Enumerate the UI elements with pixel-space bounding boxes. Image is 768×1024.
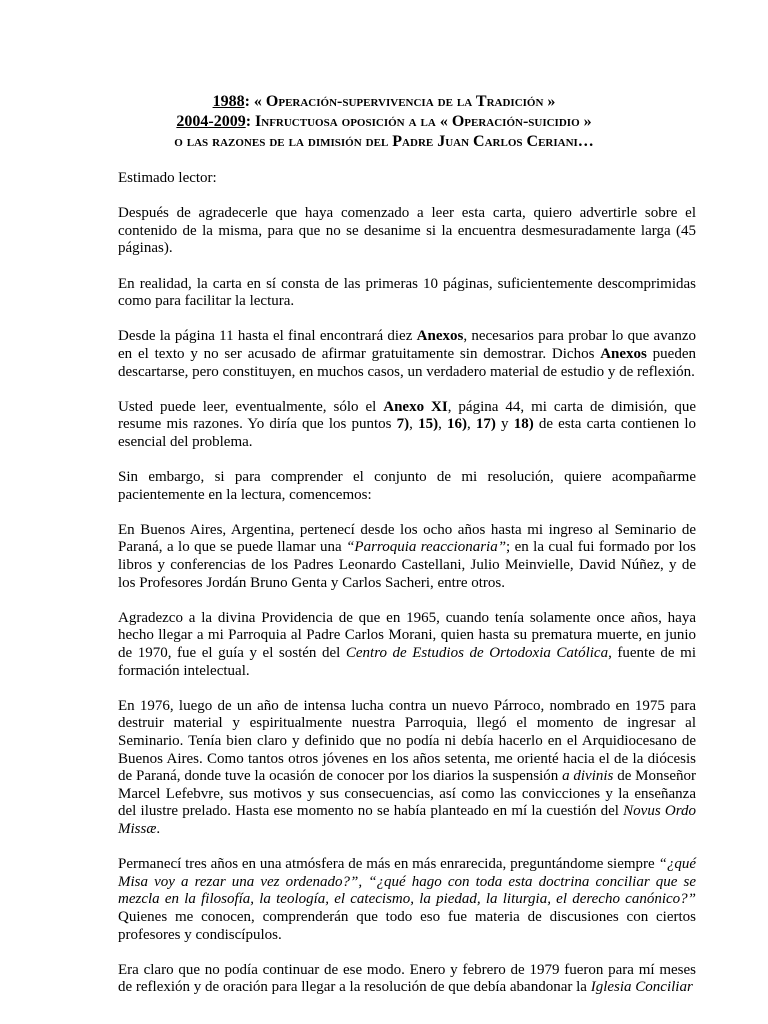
text-run: ; en la cual fui formado por los libros y conferencias de los Padres Leonardo Castellani, Julio Meinvielle, David Núñez, y de los Profesores Jordán Bruno Genta y Carlos Sacheri, entre otros. (118, 539, 696, 591)
text-run: de Monseñor Marcel Lefebvre, sus motivos y sus consecuencias, así como las convicciones y la enseñanza del ilustre prelado. Hasta ese momento no se había planteado en mí la cuestión del (118, 768, 696, 820)
italic-quote: “Parroquia reaccionaria” (346, 539, 507, 556)
bold-term: Anexos (416, 328, 464, 345)
point-number: 16) (446, 416, 467, 433)
paragraph-3 (118, 328, 696, 381)
text-run: Permanecí tres años en una atmósfera de más en más enrarecida, preguntándome siempre (118, 856, 659, 873)
point-number: 15) (418, 416, 439, 433)
point-number: 7) (396, 416, 410, 433)
title-year-1988: 1988 (212, 93, 245, 110)
paragraph-10 (118, 962, 696, 997)
italic-quote: “¿qué Misa voy a rezar una vez ordenado?”, “¿qué hago con toda esta doctrina conciliar que se mezcla en la filosofía, la teología, el catecismo, la piedad, la liturgia, el derecho canónico?” (118, 856, 696, 908)
paragraph-6 (118, 522, 696, 592)
paragraph-1: Después de agradecerle que haya comenzado a leer esta carta, quiero advertirle sobre el contenido de la misma, para que no se desanime si la encuentra desmesuradamente larga (45 páginas). (118, 205, 696, 257)
paragraph-5: Sin embargo, si para comprender el conjunto de mi resolución, quiere acompañarme pacientemente en la lectura, comencemos: (118, 469, 696, 503)
paragraph-9 (118, 856, 696, 944)
italic-term: a divinis (562, 768, 614, 785)
document-title (90, 92, 678, 152)
text-run: Era claro que no podía continuar de ese modo. Enero y febrero de 1979 fueron para mí meses de reflexión y de oración para llegar a la resolución de que debía abandonar la (118, 961, 696, 996)
title-text-2: Infructuosa oposición a la « Operación-suicidio » (255, 113, 592, 130)
text-run: de esta carta contienen lo esencial del problema. (118, 416, 697, 450)
text-run: pueden descartarse, pero constituyen, en muchos casos, un verdadero material de estudio y de reflexión. (118, 345, 696, 380)
title-years-2004-2009: 2004-2009 (176, 113, 246, 130)
text-run: En Buenos Aires, Argentina, pertenecí desde los ocho años hasta mi ingreso al Seminario de Paraná, a lo que se puede llamar una (118, 521, 696, 556)
title-separator: : (245, 113, 256, 130)
greeting: Estimado lector: (118, 170, 217, 186)
letter-body (118, 170, 696, 1015)
title-text-1: « Operación-supervivencia de la Tradición » (253, 93, 556, 110)
paragraph-4 (118, 399, 696, 452)
point-number: 18) (513, 416, 534, 433)
point-number: 17) (475, 416, 496, 433)
bold-term: Anexos (600, 345, 647, 362)
text-run: , página 44, mi carta de dimisión, que resume mis razones. Yo diría que los puntos (118, 398, 696, 433)
text-run: , fuente de mi formación intelectual. (118, 645, 696, 679)
text-run: Desde la página 11 hasta el final encontrará diez (118, 328, 417, 345)
text-run: , (466, 416, 476, 433)
text-run: , (409, 416, 419, 433)
paragraph-8 (118, 698, 696, 839)
text-run: , necesarios para probar lo que avanzo en el texto y no ser acusado de afirmar gratuitamente sin demostrar. Dichos (118, 328, 696, 362)
text-run: . (156, 820, 161, 837)
title-separator: : (244, 93, 254, 110)
text-run: , (438, 416, 447, 433)
bold-term: Anexo XI (383, 398, 448, 415)
text-run: Agradezco a la divina Providencia de que en 1965, cuando tenía solamente once años, haya hecho llegar a mi Parroquia al Padre Carlos Morani, quien hasta su prematura muerte, en junio de 1970, fue el guía y el sostén del (118, 609, 696, 662)
paragraph-2: En realidad, la carta en sí consta de las primeras 10 páginas, suficientemente descomprimidas como para facilitar la lectura. (118, 275, 696, 310)
paragraph-7 (118, 610, 696, 680)
text-run: Quienes me conocen, comprenderán que todo eso fue materia de discusiones con ciertos profesores y condiscípulos. (118, 908, 696, 943)
italic-term: Centro de Estudios de Ortodoxia Católica (345, 645, 609, 662)
title-line-1 (90, 92, 678, 112)
title-line-2 (90, 112, 678, 132)
text-run: En 1976, luego de un año de intensa lucha contra un nuevo Párroco, nombrado en 1975 para destruir material y espiritualmente nuestra Parroquia, llegó el momento de ingresar al Seminario. Tenía bien claro y definido que no podía ni debía hacerlo en el Arquidiocesano de Buenos Aires. Como tantos otros jóvenes en los años setenta, me orienté hacia el de la diócesis de Paraná, donde tuve la ocasión de conocer por los diarios la suspensión (118, 697, 696, 785)
italic-term: Novus Ordo Missæ (118, 803, 696, 837)
title-line-3: o las razones de la dimisión del Padre Juan Carlos Ceriani… (174, 133, 594, 150)
italic-term: Iglesia Conciliar (590, 979, 693, 996)
text-run: y (495, 416, 514, 433)
text-run: Usted puede leer, eventualmente, sólo el (118, 398, 384, 415)
